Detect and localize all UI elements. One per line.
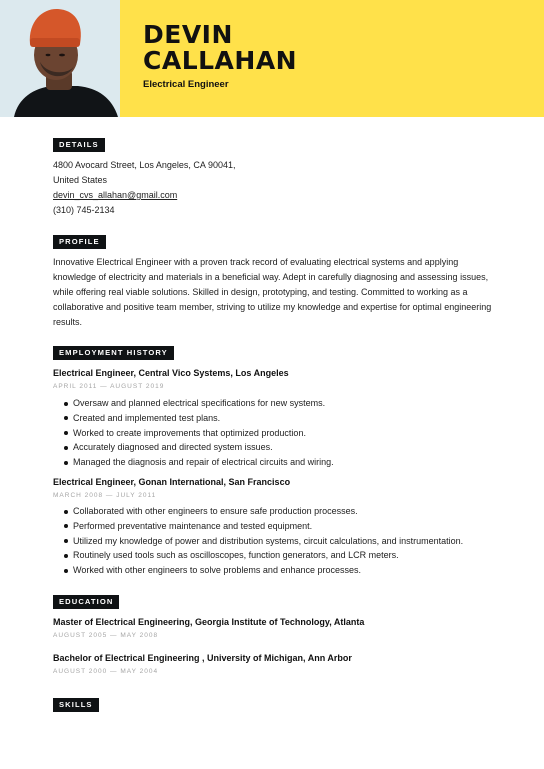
phone-number: (310) 745-2134 — [53, 205, 115, 215]
job-dates: APRIL 2011 — AUGUST 2019 — [53, 383, 165, 390]
job-bullets — [53, 504, 463, 578]
email-link[interactable]: devin_cvs_allahan@gmail.com — [53, 190, 178, 200]
education-heading: EDUCATION — [53, 595, 119, 609]
address-line1: 4800 Avocard Street, Los Angeles, CA 90041, — [53, 160, 236, 170]
list-item: Collaborated with other engineers to ensure safe production processes. — [53, 504, 463, 519]
details-heading: DETAILS — [53, 138, 105, 152]
employment-heading: EMPLOYMENT HISTORY — [53, 346, 174, 360]
list-item: Worked to create improvements that optimized production. — [53, 426, 334, 441]
list-item: Accurately diagnosed and directed system issues. — [53, 440, 334, 455]
education-title: Bachelor of Electrical Engineering , University of Michigan, Ann Arbor — [53, 653, 352, 663]
list-item: Utilized my knowledge of power and distribution systems, circuit calculations, and instrumentation. — [53, 534, 463, 549]
list-item: Managed the diagnosis and repair of electrical circuits and wiring. — [53, 455, 334, 470]
resume-header — [0, 0, 544, 117]
skills-heading: SKILLS — [53, 698, 99, 712]
profile-heading: PROFILE — [53, 235, 106, 249]
job-title-entry: Electrical Engineer, Central Vico Systems, Los Angeles — [53, 368, 289, 378]
education-dates: AUGUST 2005 — MAY 2008 — [53, 632, 159, 639]
job-title: Electrical Engineer — [143, 79, 229, 90]
profile-line: while offering real viable solutions. Skilled in design, prototyping, and testing. Committed to working as a — [53, 287, 468, 297]
education-dates: AUGUST 2000 — MAY 2004 — [53, 668, 159, 675]
list-item: Worked with other engineers to solve problems and enhance processes. — [53, 563, 463, 578]
list-item: Oversaw and planned electrical specifications for new systems. — [53, 396, 334, 411]
profile-photo — [0, 0, 120, 117]
profile-line: results. — [53, 317, 83, 327]
last-name: CALLAHAN — [143, 46, 298, 75]
education-title: Master of Electrical Engineering, Georgia Institute of Technology, Atlanta — [53, 617, 365, 627]
job-dates: MARCH 2008 — JULY 2011 — [53, 492, 157, 499]
profile-line: collaborative and positive team member, striving to utilize my knowledge and expertise for optimal engineering — [53, 302, 492, 312]
candidate-name — [143, 22, 297, 74]
first-name: DEVIN — [143, 20, 233, 49]
profile-line: Innovative Electrical Engineer with a proven track record of evaluating electrical systems and applying — [53, 257, 459, 267]
list-item: Created and implemented test plans. — [53, 411, 334, 426]
profile-line: knowledge of electricity and materials in a beneficial way. Adept in carefully diagnosing and assessing issues, — [53, 272, 489, 282]
address-line2: United States — [53, 175, 108, 185]
list-item: Routinely used tools such as oscilloscopes, function generators, and LCR meters. — [53, 548, 463, 563]
list-item: Performed preventative maintenance and tested equipment. — [53, 519, 463, 534]
job-title-entry: Electrical Engineer, Gonan International, San Francisco — [53, 477, 291, 487]
job-bullets — [53, 396, 334, 470]
header-banner — [120, 0, 544, 117]
